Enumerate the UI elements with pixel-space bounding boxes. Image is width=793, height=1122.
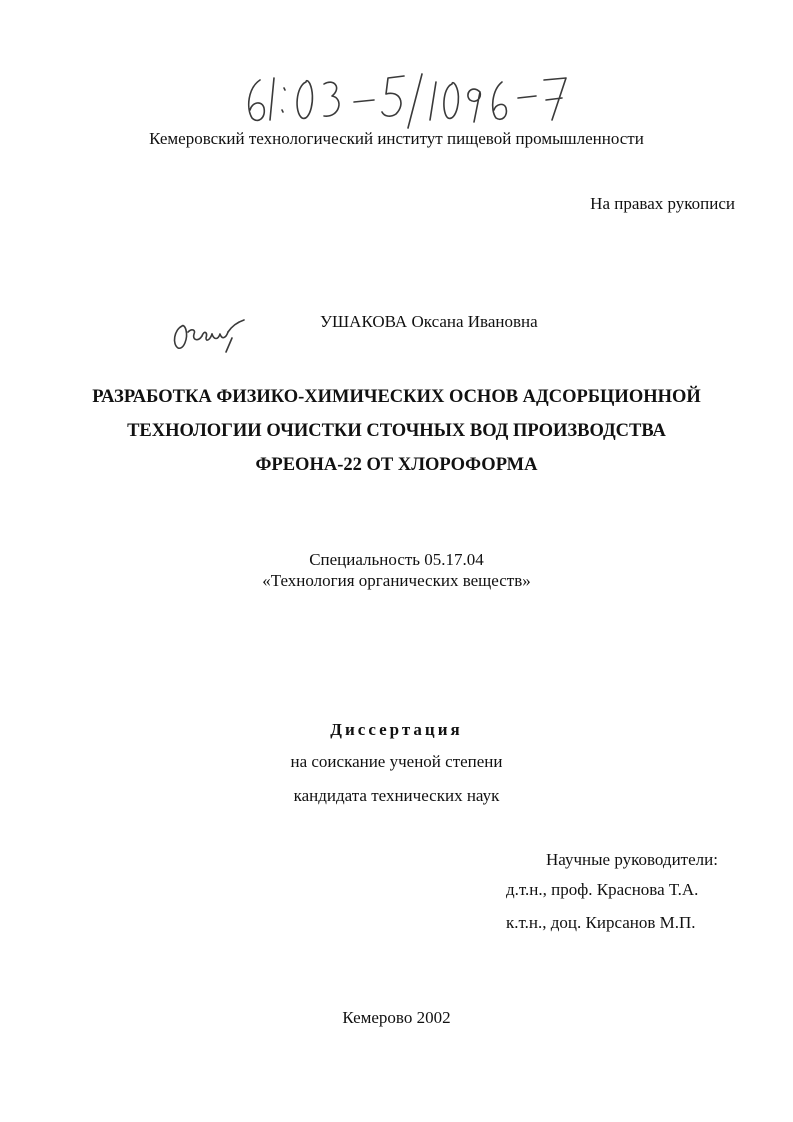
signature-handwriting xyxy=(172,318,252,354)
specialty-code: Специальность 05.17.04 xyxy=(309,550,484,569)
supervisors-heading: Научные руководители: xyxy=(546,850,718,869)
dissertation-title xyxy=(0,380,793,482)
institution-name: Кемеровский технологический институт пищевой промышленности xyxy=(149,129,644,148)
author-name: УШАКОВА Оксана Ивановна xyxy=(320,312,538,331)
work-type-heading: Диссертация xyxy=(330,720,463,739)
degree-line: кандидата технических наук xyxy=(293,786,500,805)
specialty-name: «Технология органических веществ» xyxy=(262,571,531,590)
place-year: Кемерово 2002 xyxy=(342,1008,451,1027)
title-line: ТЕХНОЛОГИИ ОЧИСТКИ СТОЧНЫХ ВОД ПРОИЗВОДСТВА xyxy=(127,421,666,441)
supervisor-name: к.т.н., доц. Кирсанов М.П. xyxy=(506,913,696,932)
degree-line: на соискание ученой степени xyxy=(290,752,503,771)
rights-note: На правах рукописи xyxy=(590,194,735,213)
title-line: РАЗРАБОТКА ФИЗИКО-ХИМИЧЕСКИХ ОСНОВ АДСОРБЦИОННОЙ xyxy=(92,387,701,407)
supervisor-name: д.т.н., проф. Краснова Т.А. xyxy=(506,880,699,899)
title-line: ФРЕОНА-22 ОТ ХЛОРОФОРМА xyxy=(255,455,538,475)
archive-mark-handwriting xyxy=(240,68,580,138)
